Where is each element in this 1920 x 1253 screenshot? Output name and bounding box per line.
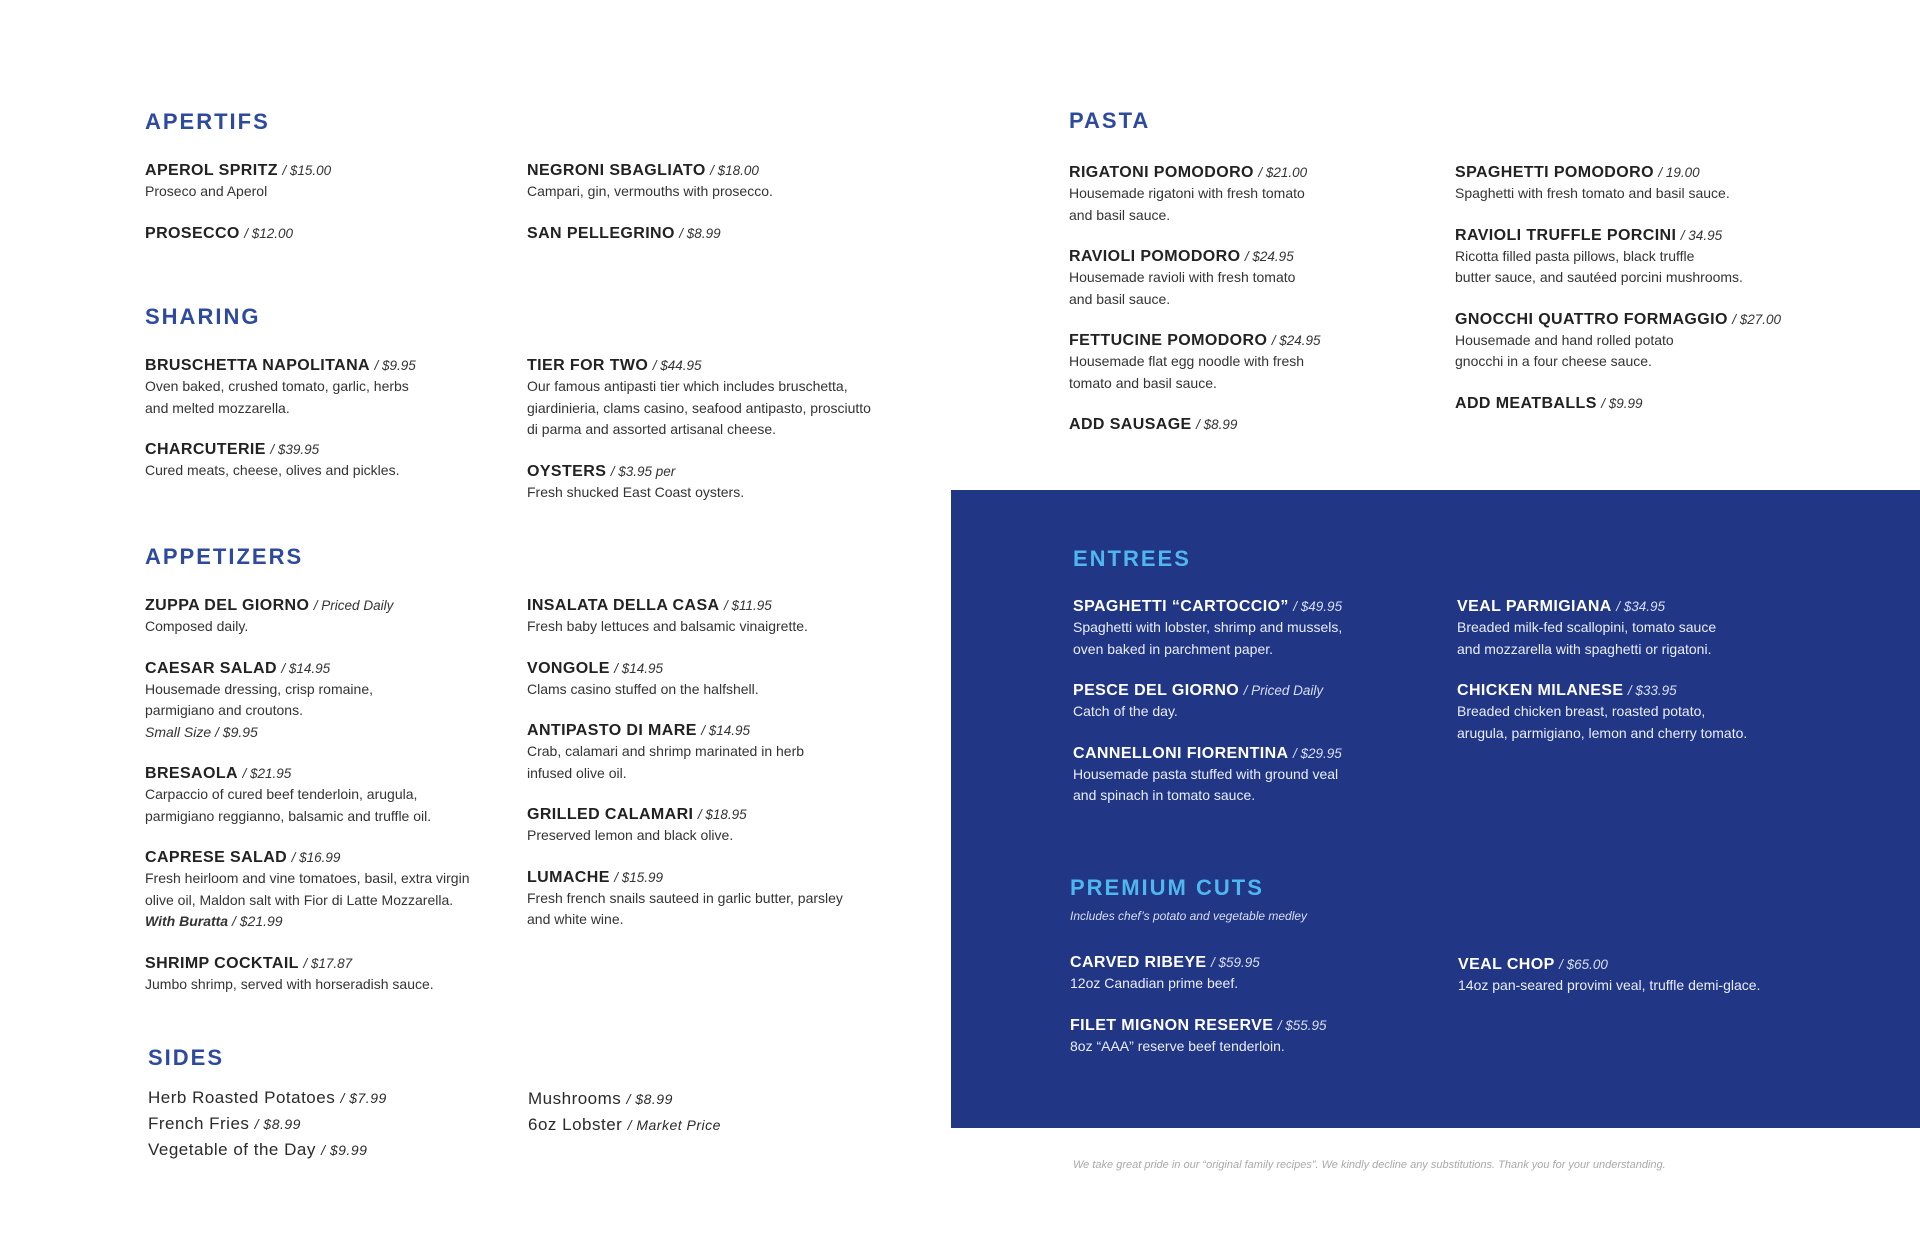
menu-item [1069,163,1455,226]
item-price: / $27.00 [1732,311,1782,327]
item-description: Housemade pasta stuffed with ground veal and spinach in tomato sauce. [1073,765,1339,803]
side-name: 6oz Lobster [528,1115,623,1134]
item-note-price: / $21.99 [228,913,283,929]
item-price: / $9.99 [1601,395,1643,411]
appetizers-section [145,546,907,1016]
entrees-column-2 [1457,597,1857,828]
item-description: 14oz pan-seared provimi veal, truffle demi-glace. [1458,977,1761,993]
item-price: / $11.95 [723,598,772,613]
item-price: / $17.87 [303,955,353,971]
side-item [148,1085,528,1111]
item-name: LUMACHE [527,868,610,886]
pasta-column-1 [1069,163,1455,456]
item-price: / $49.95 [1293,599,1343,614]
item-price: / $16.99 [291,850,341,865]
side-price: / $8.99 [254,1116,301,1132]
item-price: / $8.99 [1196,417,1238,432]
menu-item [145,440,527,482]
item-description: Catch of the day. [1073,703,1178,719]
item-description: Housemade rigatoni with fresh tomato and basil sauce. [1069,185,1305,223]
menu-item [145,224,527,244]
side-item [148,1137,528,1163]
appetizers-column-2 [527,596,907,1016]
side-price: / $9.99 [321,1142,368,1158]
item-description: Clams casino stuffed on the halfshell. [527,680,759,697]
item-name: RAVIOLI POMODORO [1069,248,1241,265]
section-title-apertifs: APERTIFS [145,109,270,134]
item-description: Our famous antipasti tier which includes bruschetta, giardinieria, clams casino, seafood antipasto, prosciutto di parma and assorted artisanal cheese. [527,378,871,437]
menu-item [1458,955,1858,997]
item-description: Housemade flat egg noodle with fresh tomato and basil sauce. [1069,353,1305,391]
item-price: / $33.95 [1627,683,1677,698]
item-description: Preserved lemon and black olive. [527,827,734,843]
item-description: Campari, gin, vermouths with prosecco. [527,183,773,199]
item-name: INSALATA DELLA CASA [527,597,720,614]
item-name: ADD SAUSAGE [1069,416,1192,433]
menu-item [1455,163,1875,205]
item-price: / 34.95 [1680,227,1723,243]
item-name: CHARCUTERIE [145,441,266,458]
item-price: / $21.00 [1258,165,1308,180]
menu-item [527,224,907,244]
entrees-section [1073,548,1857,828]
item-description: Spaghetti with fresh tomato and basil sauce. [1455,185,1730,201]
menu-item [1457,681,1857,744]
item-price: / $15.99 [614,869,664,885]
sides-section [148,1047,908,1163]
item-price: / $55.95 [1277,1017,1327,1033]
section-subtitle-premium-cuts: Includes chef’s potato and vegetable medley [1070,909,1308,923]
item-description: 8oz “AAA” reserve beef tenderloin. [1070,1037,1285,1054]
item-description: Proseco and Aperol [145,183,268,199]
item-description: Spaghetti with lobster, shrimp and mussels, oven baked in parchment paper. [1073,619,1343,657]
item-description: Crab, calamari and shrimp marinated in herb infused olive oil. [527,743,805,781]
item-price: / $65.00 [1559,957,1608,972]
item-price: / $18.95 [697,807,747,822]
item-name: RIGATONI POMODORO [1069,164,1254,181]
menu-item [527,868,907,931]
menu-item [527,161,907,203]
item-price: / $8.99 [679,225,721,241]
side-price: / Market Price [627,1117,721,1133]
item-name: PROSECCO [145,224,240,242]
item-description: Cured meats, cheese, olives and pickles. [145,462,400,478]
sharing-column-1 [145,356,527,524]
item-name: BRESAOLA [145,765,238,782]
side-price: / $7.99 [340,1090,387,1106]
item-description: Breaded chicken breast, roasted potato, arugula, parmigiano, lemon and cherry tomato. [1457,703,1748,741]
substitution-footnote: We take great pride in our “original family recipes”. We kindly decline any substitutions. Thank you for your understanding. [1073,1159,1666,1171]
menu-item [1073,597,1457,660]
section-title-pasta: PASTA [1069,108,1151,133]
item-price: / Priced Daily [313,598,394,613]
item-description: Housemade ravioli with fresh tomato and basil sauce. [1069,269,1296,307]
side-price: / $8.99 [626,1091,673,1107]
menu-item [1455,310,1875,373]
apertifs-section [145,111,907,265]
item-name: PESCE DEL GIORNO [1073,682,1240,699]
menu-item [1070,953,1458,995]
menu-item [1069,415,1455,435]
item-description: Breaded milk-fed scallopini, tomato sauce and mozzarella with spaghetti or rigatoni. [1457,619,1717,657]
item-name: OYSTERS [527,462,607,480]
menu-item [527,805,907,847]
menu-item [145,954,527,996]
menu-item [145,764,527,827]
section-title-premium-cuts: PREMIUM CUTS [1070,875,1264,900]
item-name: ZUPPA DEL GIORNO [145,597,310,614]
item-price: / Priced Daily [1243,683,1324,698]
menu-item [145,848,527,933]
premium-cuts-column-1 [1070,953,1458,1078]
menu-item [527,356,907,441]
item-price: / $3.95 per [610,463,676,479]
item-name: VONGOLE [527,659,610,677]
item-price: / $12.00 [244,225,294,241]
item-name: VEAL CHOP [1458,956,1555,973]
item-name: SPAGHETTI “CARTOCCIO” [1073,598,1289,615]
item-name: RAVIOLI TRUFFLE PORCINI [1455,226,1677,244]
side-item [148,1111,528,1137]
section-title-sides: SIDES [148,1045,225,1070]
item-price: / $14.95 [614,660,664,676]
item-description: Fresh french snails sauteed in garlic butter, parsley and white wine. [527,889,843,927]
pasta-section [1069,110,1875,456]
section-title-sharing: SHARING [145,304,261,329]
side-name: Mushrooms [528,1089,622,1108]
item-name: CHICKEN MILANESE [1457,682,1624,699]
item-price: / $15.00 [282,163,332,178]
item-name: TIER FOR TWO [527,357,649,374]
item-description: Fresh baby lettuces and balsamic vinaigrette. [527,618,808,634]
menu-item [1073,744,1457,807]
premium-cuts-column-2 [1458,953,1858,1078]
item-price: / 19.00 [1658,165,1700,180]
item-price: / $29.95 [1292,745,1342,761]
item-name: FILET MIGNON RESERVE [1070,1016,1274,1034]
item-description: 12oz Canadian prime beef. [1070,975,1239,991]
side-item [528,1086,908,1112]
item-price: / $14.95 [281,660,331,676]
item-name: ANTIPASTO DI MARE [527,722,697,739]
item-note [145,911,527,933]
section-title-appetizers: APPETIZERS [145,544,304,569]
item-description: Housemade and hand rolled potato gnocchi in a four cheese sauce. [1455,331,1674,369]
item-price: / $59.95 [1210,955,1260,970]
item-name: SPAGHETTI POMODORO [1455,164,1654,181]
menu-item [145,659,527,744]
menu-item [1073,681,1457,723]
premium-cuts-section [1070,877,1858,1078]
item-name: BRUSCHETTA NAPOLITANA [145,357,370,374]
item-price: / $18.00 [710,163,759,178]
sharing-section [145,306,907,524]
item-description: Jumbo shrimp, served with horseradish sauce. [145,975,434,992]
section-title-entrees: ENTREES [1073,546,1191,571]
item-description: Composed daily. [145,618,249,634]
menu-item [1455,226,1875,289]
menu-item [527,659,907,701]
item-price: / $14.95 [701,723,751,738]
apertifs-column-2 [527,161,907,265]
sharing-column-2 [527,356,907,524]
item-price: / $24.95 [1271,333,1321,348]
menu-item [145,596,527,638]
item-price: / $34.95 [1616,599,1665,614]
side-name: Vegetable of the Day [148,1140,316,1159]
menu-item [1455,394,1875,414]
item-name: FETTUCINE POMODORO [1069,332,1268,349]
menu-item [527,721,907,784]
menu-item [1070,1016,1458,1058]
item-note-option: With Buratta [145,913,229,929]
item-description: Carpaccio of cured beef tenderloin, arugula, parmigiano reggianno, balsamic and truffle oil. [145,786,432,824]
menu-item [1457,597,1857,660]
side-name: French Fries [148,1114,250,1133]
menu-item [527,596,907,638]
menu-item [145,161,527,203]
item-description: Housemade dressing, crisp romaine, parmigiano and croutons. [145,680,373,718]
item-description: Fresh heirloom and vine tomatoes, basil, extra virgin olive oil, Maldon salt with Fior di Latte Mozzarella. [145,870,470,908]
item-description: Fresh shucked East Coast oysters. [527,483,745,500]
sides-column-1 [148,1085,528,1163]
item-name: CAPRESE SALAD [145,849,288,866]
item-price: / $24.95 [1244,249,1294,264]
item-note: Small Size / $9.95 [145,723,258,740]
side-name: Herb Roasted Potatoes [148,1088,336,1107]
item-name: GNOCCHI QUATTRO FORMAGGIO [1455,310,1728,328]
item-price: / $21.95 [242,766,292,781]
side-item [528,1112,908,1138]
item-name: SAN PELLEGRINO [527,224,675,242]
item-name: CANNELLONI FIORENTINA [1073,744,1289,762]
item-price: / $9.95 [374,358,416,373]
pasta-column-2 [1455,163,1875,456]
apertifs-column-1 [145,161,527,265]
menu-item [1069,247,1455,310]
item-price: / $44.95 [652,358,702,373]
appetizers-column-1 [145,596,527,1016]
item-name: SHRIMP COCKTAIL [145,954,299,972]
menu-item [527,462,907,504]
item-name: ADD MEATBALLS [1455,394,1597,412]
entrees-column-1 [1073,597,1457,828]
item-name: NEGRONI SBAGLIATO [527,162,706,179]
item-name: APEROL SPRITZ [145,162,278,179]
item-name: CAESAR SALAD [145,659,277,677]
sides-column-2 [528,1085,908,1163]
menu-item [1069,331,1455,394]
item-description: Oven baked, crushed tomato, garlic, herbs and melted mozzarella. [145,378,409,416]
item-name: CARVED RIBEYE [1070,954,1207,971]
item-price: / $39.95 [270,442,320,457]
item-name: GRILLED CALAMARI [527,806,694,823]
item-description: Ricotta filled pasta pillows, black truffle butter sauce, and sautéed porcini mushrooms. [1455,247,1743,285]
menu-item [145,356,527,419]
item-name: VEAL PARMIGIANA [1457,598,1612,615]
